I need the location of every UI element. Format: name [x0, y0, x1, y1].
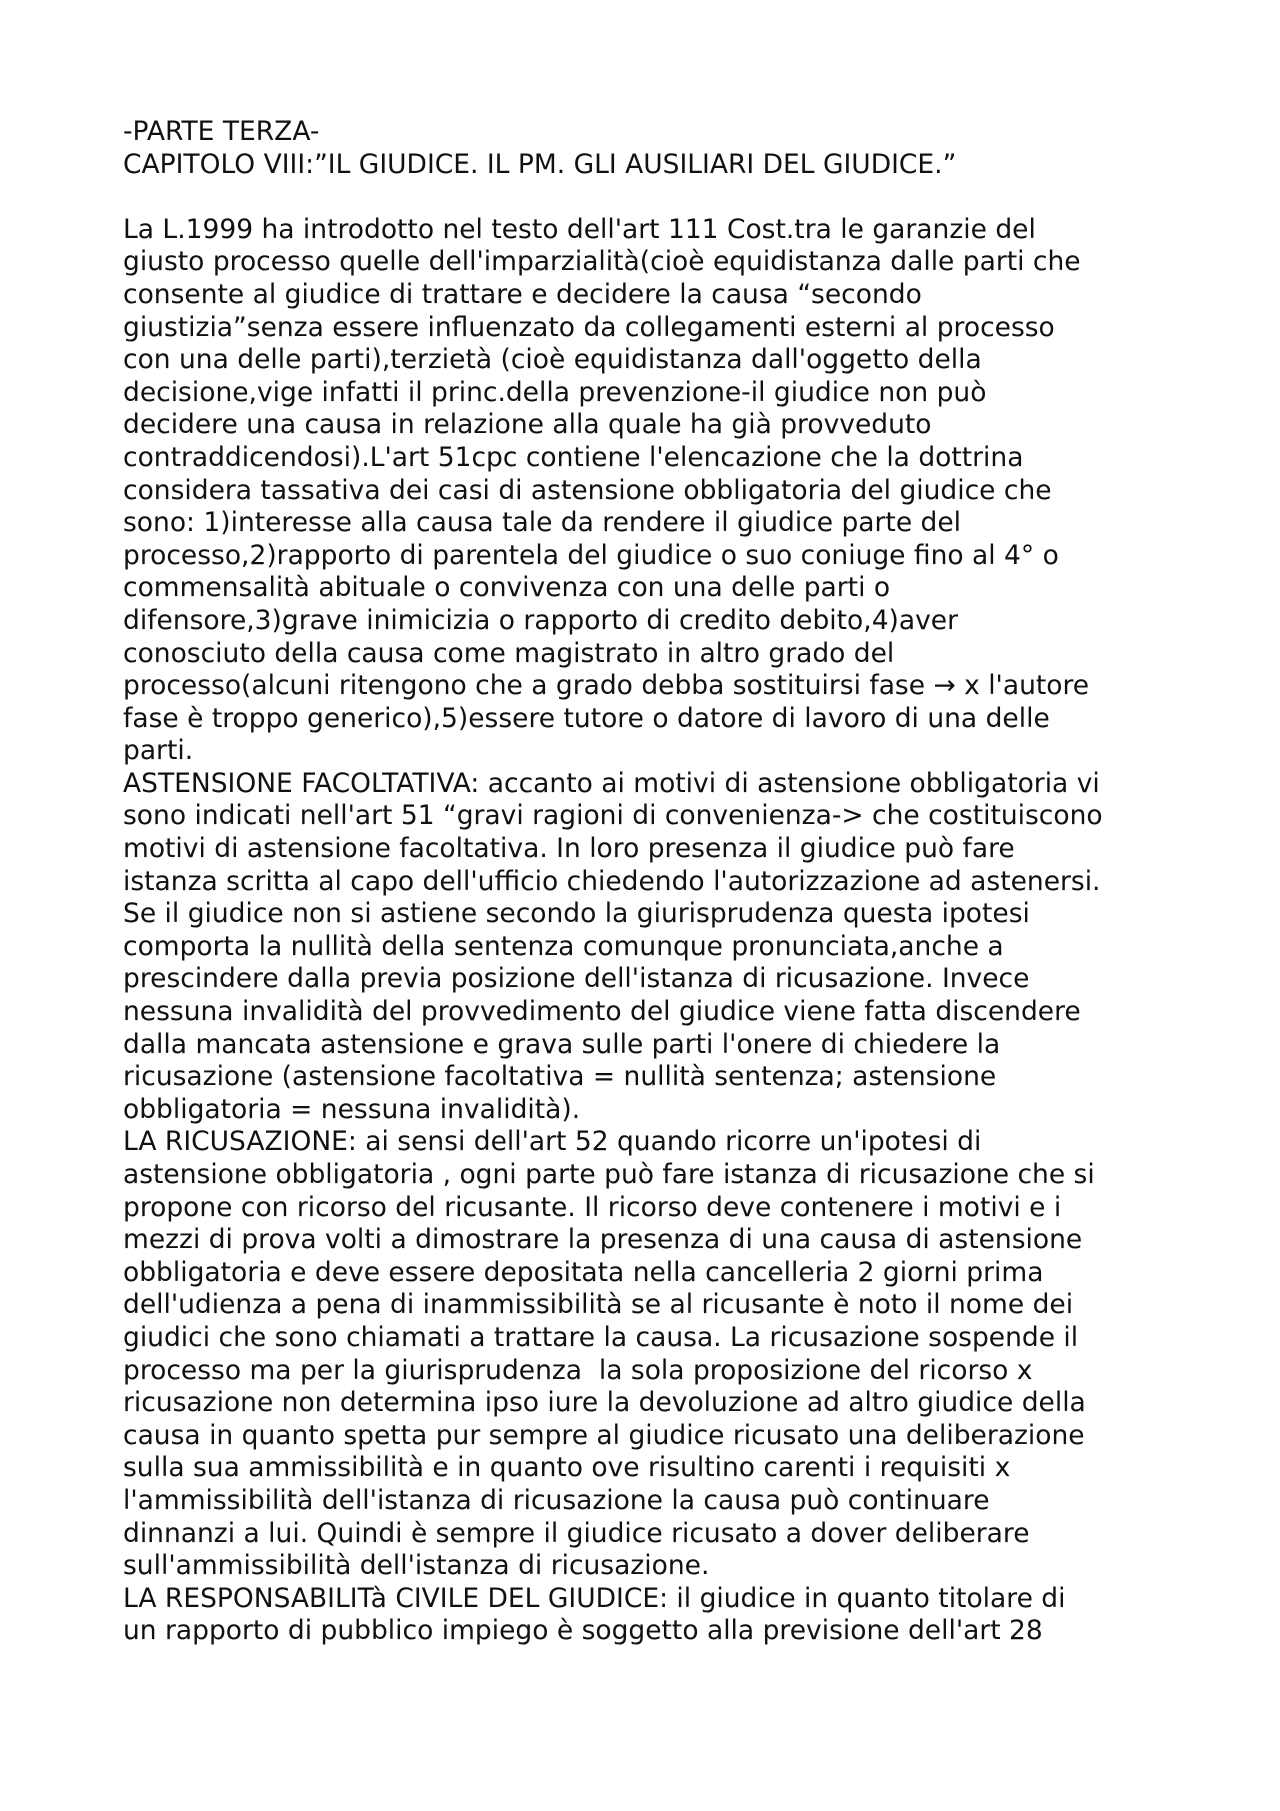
text-line: decidere una causa in relazione alla quale ha già provveduto [123, 409, 932, 441]
text-line: consente al giudice di trattare e decidere la causa “secondo [123, 278, 922, 310]
text-line: ricusazione (astensione facoltativa = nullità sentenza; astensione [123, 1061, 997, 1093]
text-line: La L.1999 ha introdotto nel testo dell'art 111 Cost.tra le garanzie del [123, 213, 1036, 245]
text-line: fase è troppo generico),5)essere tutore o datore di lavoro di una delle [123, 702, 1050, 734]
text-line: istanza scritta al capo dell'ufficio chiedendo l'autorizzazione ad astenersi. [123, 865, 1101, 897]
text-line: giudici che sono chiamati a trattare la causa. La ricusazione sospende il [123, 1321, 1079, 1353]
text-line: sull'ammissibilità dell'istanza di ricusazione. [123, 1550, 710, 1582]
text-line: prescindere dalla previa posizione dell'istanza di ricusazione. Invece [123, 963, 1030, 995]
text-line: motivi di astensione facoltativa. In loro presenza il giudice può fare [123, 833, 1015, 865]
document-page [123, 116, 1203, 1648]
text-line: sono: 1)interesse alla causa tale da rendere il giudice parte del [123, 507, 962, 539]
text-line: propone con ricorso del ricusante. Il ricorso deve contenere i motivi e i [123, 1191, 1062, 1223]
text-line: sono indicati nell'art 51 “gravi ragioni di convenienza-> che costituiscono [123, 800, 1103, 832]
text-line: Se il giudice non si astiene secondo la giurisprudenza questa ipotesi [123, 898, 1030, 930]
text-line: con una delle parti),terzietà (cioè equidistanza dall'oggetto della [123, 344, 982, 376]
body-text [123, 214, 1203, 1648]
text-line: obbligatoria = nessuna invalidità). [123, 1093, 581, 1125]
text-line: causa in quanto spetta pur sempre al giudice ricusato una deliberazione [123, 1419, 1085, 1451]
text-line: processo(alcuni ritengono che a grado debba sostituirsi fase → x l'autore [123, 670, 1090, 702]
chapter-title: CAPITOLO VIII:”IL GIUDICE. IL PM. GLI AUSILIARI DEL GIUDICE.” [123, 148, 957, 180]
text-line: considera tassativa dei casi di astensione obbligatoria del giudice che [123, 474, 1052, 506]
text-line: sulla sua ammissibilità e in quanto ove risultino carenti i requisiti x [123, 1452, 1011, 1484]
text-line: dell'udienza a pena di inammissibilità se al ricusante è noto il nome dei [123, 1289, 1074, 1321]
text-line: giusto processo quelle dell'imparzialità(cioè equidistanza dalle parti che [123, 246, 1081, 278]
text-line: LA RICUSAZIONE: ai sensi dell'art 52 quando ricorre un'ipotesi di [123, 1126, 982, 1158]
text-line: obbligatoria e deve essere depositata nella cancelleria 2 giorni prima [123, 1256, 1044, 1288]
text-line: parti. [123, 735, 194, 767]
text-line: ricusazione non determina ipso iure la devoluzione ad altro giudice della [123, 1387, 1086, 1419]
text-line: astensione obbligatoria , ogni parte può fare istanza di ricusazione che si [123, 1159, 1095, 1190]
part-heading: -PARTE TERZA- [123, 116, 320, 147]
text-line: un rapporto di pubblico impiego è soggetto alla previsione dell'art 28 [123, 1615, 1043, 1647]
text-line: difensore,3)grave inimicizia o rapporto di credito debito,4)aver [123, 604, 959, 636]
text-line: conosciuto della causa come magistrato in altro grado del [123, 637, 895, 669]
text-line: processo,2)rapporto di parentela del giudice o suo coniuge fino al 4° o [123, 539, 1059, 571]
text-line: ASTENSIONE FACOLTATIVA: accanto ai motivi di astensione obbligatoria vi [123, 767, 1100, 799]
text-line: mezzi di prova volti a dimostrare la presenza di una causa di astensione [123, 1224, 1083, 1256]
blank-line [123, 181, 1203, 214]
text-line: dalla mancata astensione e grava sulle parti l'onere di chiedere la [123, 1028, 1001, 1060]
text-line: LA RESPONSABILITà CIVILE DEL GIUDICE: il giudice in quanto titolare di [123, 1582, 1066, 1614]
text-line: contraddicendosi).L'art 51cpc contiene l'elencazione che la dottrina [123, 441, 1024, 473]
text-line: decisione,vige infatti il princ.della prevenzione-il giudice non può [123, 376, 987, 408]
text-line: comporta la nullità della sentenza comunque pronunciata,anche a [123, 930, 1004, 962]
text-line: nessuna invalidità del provvedimento del giudice viene fatta discendere [123, 996, 1081, 1028]
text-line: l'ammissibilità dell'istanza di ricusazione la causa può continuare [123, 1484, 990, 1516]
text-line: giustizia”senza essere influenzato da collegamenti esterni al processo [123, 311, 1055, 343]
text-line: dinnanzi a lui. Quindi è sempre il giudice ricusato a dover deliberare [123, 1517, 1030, 1549]
text-line: processo ma per la giurisprudenza la sola proposizione del ricorso x [123, 1354, 1033, 1386]
text-line: commensalità abituale o convivenza con una delle parti o [123, 572, 891, 604]
